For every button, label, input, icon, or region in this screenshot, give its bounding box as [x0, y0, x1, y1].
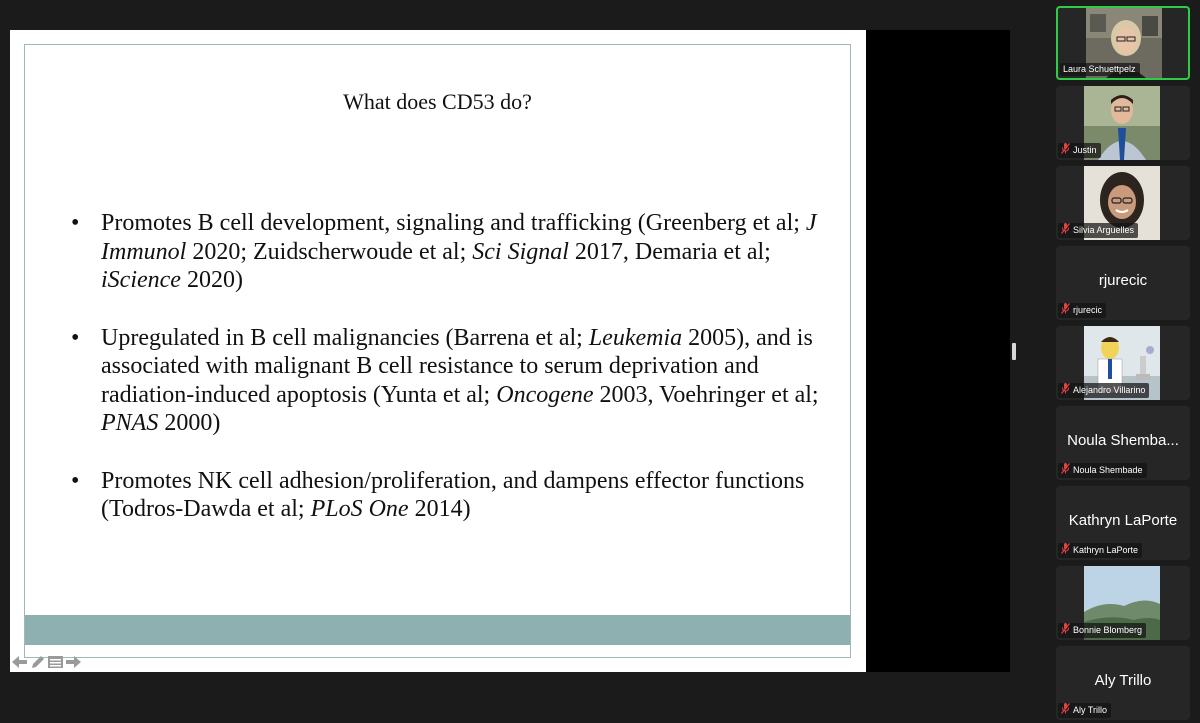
participant-name: Laura Schuettpelz — [1063, 64, 1136, 74]
participant-name: Alejandro Villarino — [1073, 385, 1146, 395]
participant-tile[interactable] — [1056, 406, 1190, 480]
participant-display-name: rjurecic — [1098, 272, 1148, 289]
participant-name: Aly Trillo — [1073, 705, 1108, 715]
citation-journal: J Immunol — [101, 210, 817, 265]
participant-name-label — [1060, 63, 1140, 76]
participant-name-label — [1058, 143, 1101, 158]
citation-journal: PNAS — [101, 410, 159, 436]
bullet-text: 2014) — [408, 496, 471, 522]
participant-name-label — [1058, 383, 1149, 398]
bullet-marker: • — [71, 324, 80, 351]
mic-muted-icon — [1061, 623, 1073, 638]
screen-share-letterbox — [866, 30, 1010, 672]
slide-frame — [24, 44, 851, 658]
participant-name: Noula Shembade — [1073, 465, 1143, 475]
participant-name-label — [1058, 703, 1111, 718]
citation-journal: PLoS One — [310, 496, 409, 522]
citation-journal: Sci Signal — [472, 238, 569, 265]
participant-tile[interactable] — [1056, 86, 1190, 160]
citation-journal: Oncogene — [496, 381, 594, 408]
slide-menu-icon[interactable] — [48, 655, 63, 669]
participant-name-label — [1058, 623, 1146, 638]
participant-name-label — [1058, 303, 1106, 318]
pen-icon[interactable] — [30, 655, 45, 669]
bullet-item — [71, 324, 843, 438]
slideshow-controls — [12, 655, 81, 669]
mic-muted-icon — [1061, 223, 1073, 238]
bullet-marker: • — [71, 210, 80, 236]
participant-name-label — [1058, 543, 1142, 558]
participant-tile[interactable] — [1056, 6, 1190, 80]
participant-tile[interactable] — [1056, 246, 1190, 320]
bullet-marker: • — [71, 467, 80, 494]
bullet-list — [71, 209, 843, 553]
participant-tile[interactable] — [1056, 166, 1190, 240]
bullet-text: 2000) — [158, 410, 221, 436]
participant-tile[interactable] — [1056, 486, 1190, 560]
participant-tile[interactable] — [1056, 566, 1190, 640]
bullet-text: Promotes NK cell adhesion/proliferation, and dampens effector functions (Todros-Dawda et al; — [101, 467, 805, 522]
bullet-text: 2005), and is associated with malignant B cell resistance to serum deprivation and radiation-induced apoptosis (Yunta et al; — [101, 324, 813, 408]
arrow-right-icon[interactable] — [66, 655, 81, 669]
participant-tile[interactable] — [1056, 646, 1190, 720]
bullet-text: 2003, Voehringer et al; — [593, 381, 819, 408]
participant-name-label — [1058, 223, 1138, 238]
bullet-item — [71, 467, 843, 524]
participant-display-name: Noula Shemba... — [1067, 432, 1179, 449]
participant-name: Bonnie Blomberg — [1073, 625, 1143, 635]
bullet-text: Upregulated in B cell malignancies (Barrena et al; — [101, 324, 589, 351]
participant-display-name: Aly Trillo — [1094, 672, 1152, 689]
participant-tile[interactable] — [1056, 326, 1190, 400]
slide-title: What does CD53 do? — [343, 89, 532, 114]
bullet-text: 2017, Demaria et al; — [568, 238, 771, 265]
bullet-text: 2020; Zuidscherwoude et al; — [186, 238, 473, 265]
mic-muted-icon — [1061, 383, 1073, 398]
participant-display-name: Kathryn LaPorte — [1068, 512, 1178, 529]
mic-muted-icon — [1061, 143, 1073, 158]
participant-name-label — [1058, 463, 1147, 478]
participant-name: Justin — [1073, 145, 1097, 155]
participant-name: rjurecic — [1073, 305, 1103, 315]
arrow-left-icon[interactable] — [12, 655, 27, 669]
bullet-item — [71, 209, 843, 295]
panel-resize-handle[interactable] — [1012, 343, 1016, 360]
citation-journal: iScience — [101, 267, 181, 293]
mic-muted-icon — [1061, 703, 1073, 718]
bullet-text: 2020) — [180, 267, 243, 293]
presentation-slide — [10, 30, 866, 672]
mic-muted-icon — [1061, 303, 1073, 318]
bullet-text: Promotes B cell development, signaling and trafficking (Greenberg et al; — [101, 210, 806, 236]
mic-muted-icon — [1061, 463, 1073, 478]
slide-footer-band — [25, 615, 850, 645]
mic-muted-icon — [1061, 543, 1073, 558]
citation-journal: Leukemia — [588, 324, 683, 351]
participant-name: Silvia Arguelles — [1073, 225, 1135, 235]
participant-name: Kathryn LaPorte — [1073, 545, 1139, 555]
